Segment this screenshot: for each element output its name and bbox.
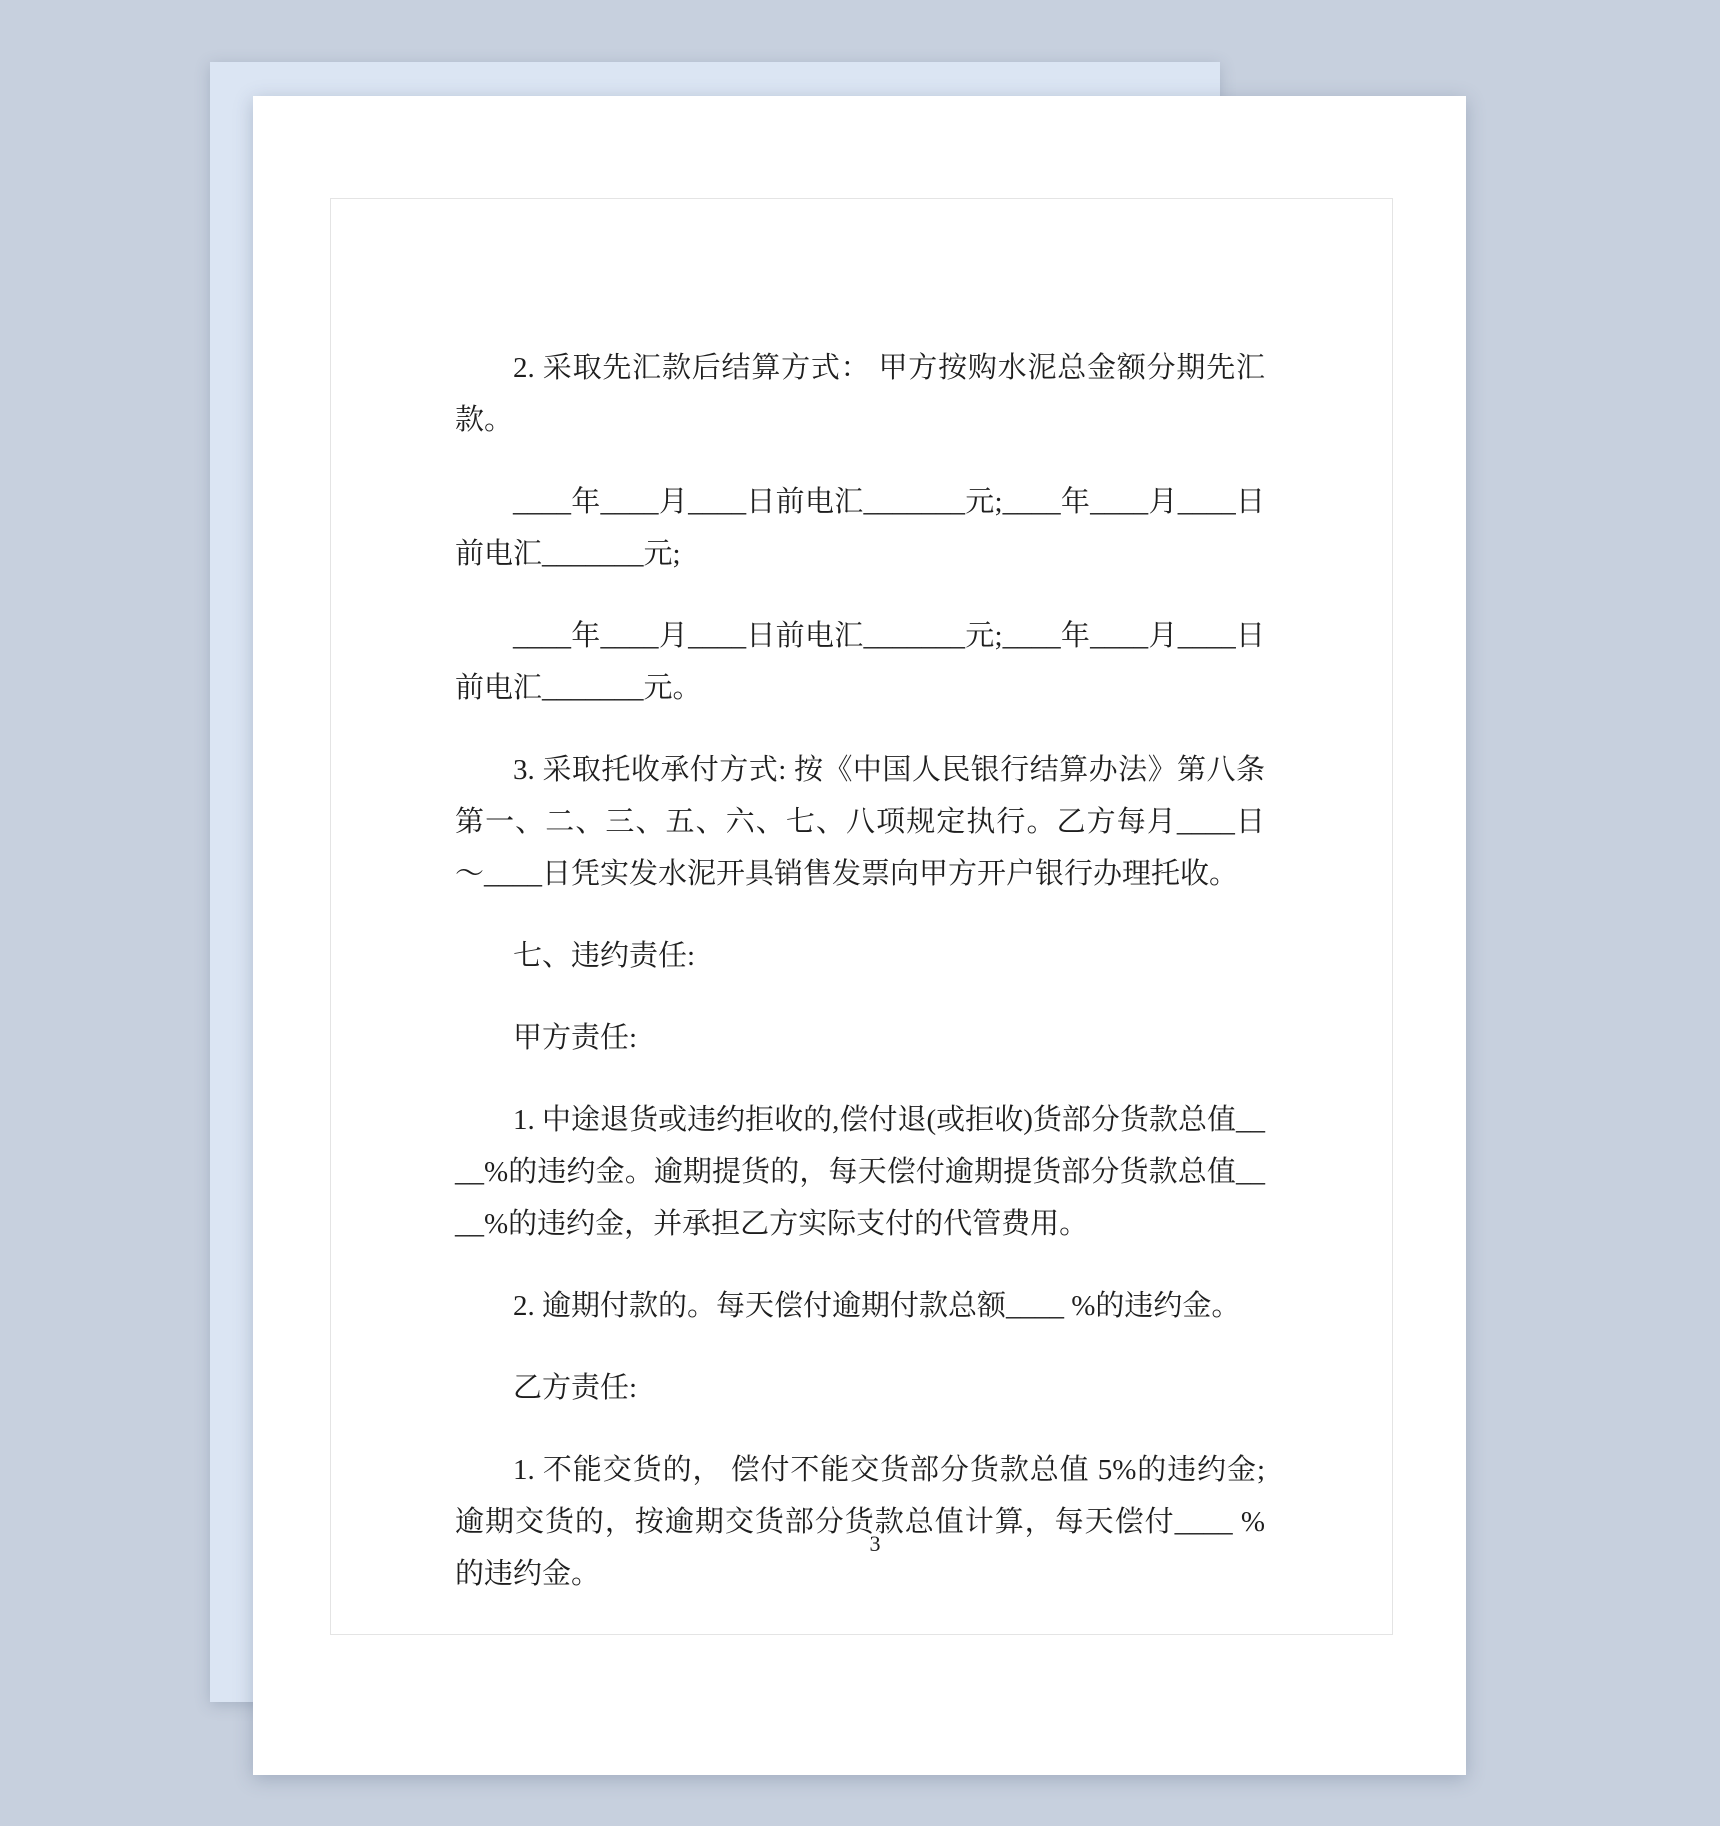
contract-body-text xyxy=(455,342,1265,1630)
page-number: 3 xyxy=(869,1531,881,1556)
contract-paragraph: 2. 逾期付款的。每天偿付逾期付款总额____ %的违约金。 xyxy=(513,1290,1241,1322)
contract-paragraph: 乙方责任: xyxy=(513,1372,638,1404)
document-page xyxy=(253,96,1466,1775)
contract-paragraph: ____年____月____日前电汇_______元;____年____月____日前电汇_______元。 xyxy=(455,620,1265,704)
contract-paragraph: 1. 不能交货的， 偿付不能交货部分货款总值 5%的违约金;逾期交货的，按逾期交货部分货款总值计算，每天偿付____ %的违约金。 xyxy=(455,1454,1265,1590)
contract-paragraph: ____年____月____日前电汇_______元;____年____月____日前电汇_______元; xyxy=(455,486,1265,570)
contract-paragraph: 3. 采取托收承付方式: 按《中国人民银行结算办法》第八条第一、二、三、五、六、七、八项规定执行。乙方每月____日～____日凭实发水泥开具销售发票向甲方开户银行办理托收。 xyxy=(455,754,1265,890)
contract-paragraph: 甲方责任: xyxy=(513,1022,638,1054)
contract-paragraph: 2. 采取先汇款后结算方式： 甲方按购水泥总金额分期先汇款。 xyxy=(455,352,1265,436)
contract-paragraph: 七、违约责任: xyxy=(513,940,696,972)
contract-paragraph: 1. 中途退货或违约拒收的,偿付退(或拒收)货部分货款总值____%的违约金。逾期提货的，每天偿付逾期提货部分货款总值____%的违约金，并承担乙方实际支付的代管费用。 xyxy=(455,1104,1265,1240)
